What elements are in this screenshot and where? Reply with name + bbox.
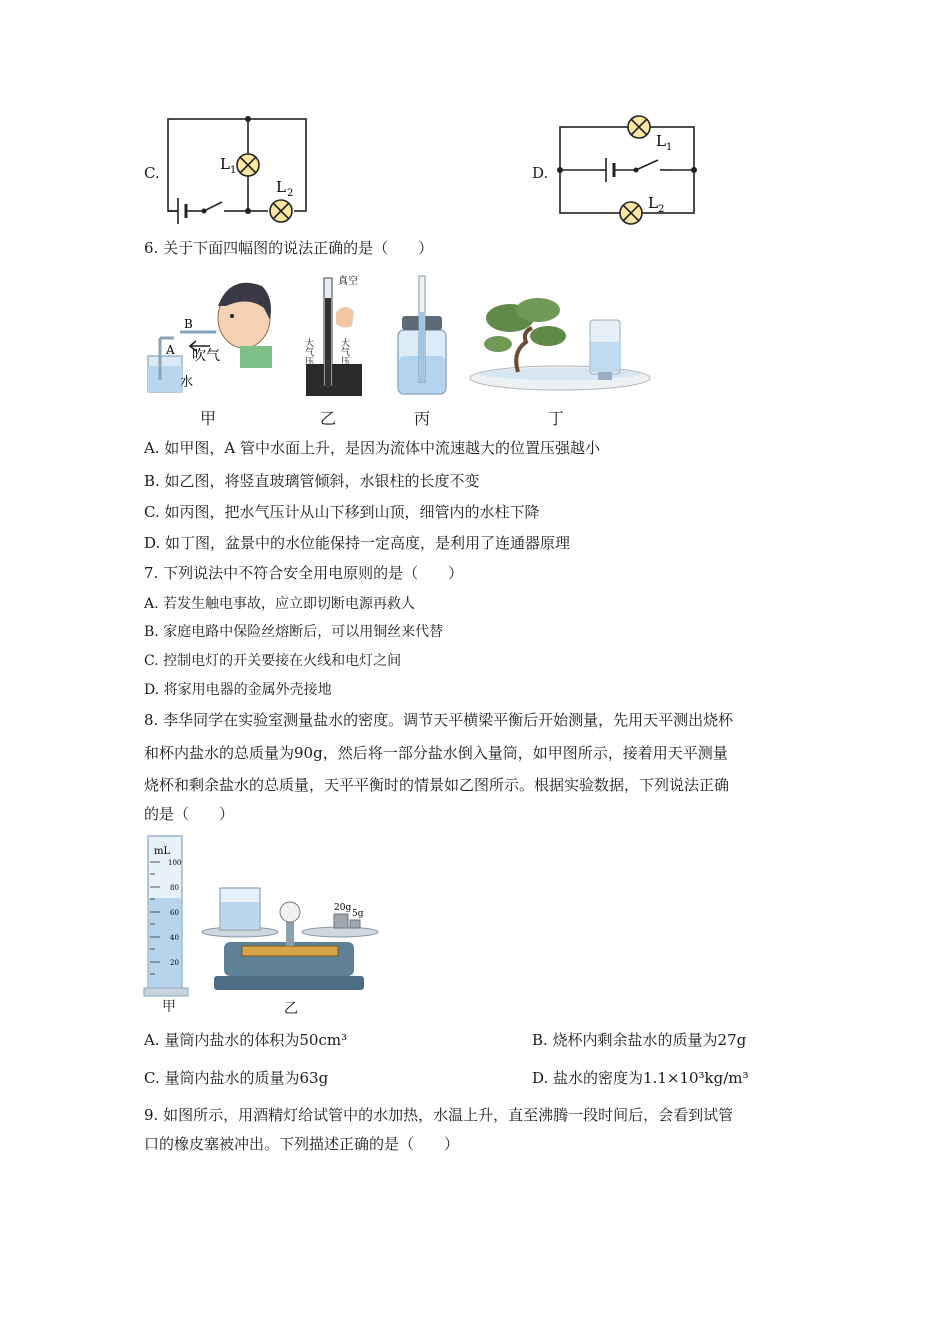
svg-text:40: 40 [170,934,179,942]
figure-ding-bonsai [468,292,654,396]
figure-bing-barometer [390,272,454,400]
svg-text:100: 100 [168,859,182,867]
lamp-l1-icon [237,154,259,176]
lamp-l1-icon [628,116,650,138]
svg-text:吹气: 吹气 [192,348,220,364]
question-7-stem: 7. 下列说法中不符合安全用电原则的是（ ） [144,564,464,582]
question-9-stem-line-2: 口的橡皮塞被冲出。下列描述正确的是（ ） [144,1135,460,1153]
svg-text:真空: 真空 [338,276,358,287]
svg-text:L: L [648,194,658,212]
question-8-stem-line-4: 的是（ ） [144,805,235,823]
svg-text:水: 水 [180,375,194,390]
question-7-option-d[interactable]: D. 将家用电器的金属外壳接地 [144,682,332,698]
svg-text:2: 2 [658,204,665,215]
figure-graduated-cylinder [142,832,192,1000]
svg-text:60: 60 [170,909,179,917]
figure-jia-blowing [140,268,280,398]
svg-text:20g: 20g [334,903,352,913]
figure-balance [200,880,382,996]
circuit-diagram-c [160,110,320,225]
svg-text:A: A [166,343,175,357]
lamp-l2-icon [270,200,292,222]
figure-balance-caption: 乙 [284,1001,298,1017]
question-8-stem-line-1: 8. 李华同学在实验室测量盐水的密度。调节天平横梁平衡后开始测量，先用天平测出烧杯 [144,711,734,729]
option-c-label: C. [144,164,160,182]
svg-text:1: 1 [230,165,237,176]
question-7-option-c[interactable]: C. 控制电灯的开关要接在火线和电灯之间 [144,653,402,669]
question-6-option-c[interactable]: C. 如丙图，把水气压计从山下移到山顶，细管内的水柱下降 [144,503,540,521]
svg-text:大气压: 大气压 [339,338,349,365]
question-9-stem-line-1: 9. 如图所示，用酒精灯给试管中的水加热，水温上升，直至沸腾一段时间后，会看到试管 [144,1106,734,1124]
lamp-l2-icon [620,202,642,224]
figure-bing-caption: 丙 [414,409,431,428]
svg-text:mL: mL [154,846,171,857]
svg-text:80: 80 [170,884,179,892]
svg-text:1: 1 [666,142,673,153]
question-6-option-b[interactable]: B. 如乙图，将竖直玻璃管倾斜，水银柱的长度不变 [144,472,480,490]
question-8-option-b[interactable]: B. 烧杯内剩余盐水的质量为27g [532,1031,747,1049]
figure-yi-caption: 乙 [320,409,337,428]
lamp-l2-label: L [276,178,286,196]
svg-text:B: B [184,317,193,331]
svg-text:L: L [656,132,666,150]
question-6-stem: 6. 关于下面四幅图的说法正确的是（ ） [144,239,434,257]
question-6-option-d[interactable]: D. 如丁图，盆景中的水位能保持一定高度，是利用了连通器原理 [144,534,571,552]
question-8-stem-line-3: 烧杯和剩余盐水的总质量，天平平衡时的情景如乙图所示。根据实验数据，下列说法正确 [144,776,730,794]
question-8-stem-line-2: 和杯内盐水的总质量为90g，然后将一部分盐水倒入量筒，如甲图所示，接着用天平测量 [144,744,728,762]
question-7-option-b[interactable]: B. 家庭电路中保险丝熔断后，可以用铜丝来代替 [144,624,444,640]
lamp-l1-label: L [220,155,230,173]
option-d-label: D. [532,164,549,182]
svg-text:20: 20 [170,959,179,967]
svg-text:2: 2 [287,188,294,199]
svg-text:大气压: 大气压 [303,338,313,365]
svg-text:5g: 5g [352,909,364,919]
question-6-option-a[interactable]: A. 如甲图，A 管中水面上升，是因为流体中流速越大的位置压强越小 [144,439,600,457]
question-8-option-c[interactable]: C. 量筒内盐水的质量为63g [144,1069,329,1087]
figure-jia-caption: 甲 [200,409,217,428]
figure-ding-caption: 丁 [548,409,565,428]
question-7-option-a[interactable]: A. 若发生触电事故，应立即切断电源再救人 [144,596,416,612]
question-8-option-a[interactable]: A. 量筒内盐水的体积为50cm³ [144,1031,348,1049]
figure-cylinder-caption: 甲 [162,999,176,1015]
circuit-diagram-d [552,112,702,227]
figure-yi-torricelli [300,272,370,400]
question-8-option-d[interactable]: D. 盐水的密度为1.1×10³kg/m³ [532,1069,749,1087]
